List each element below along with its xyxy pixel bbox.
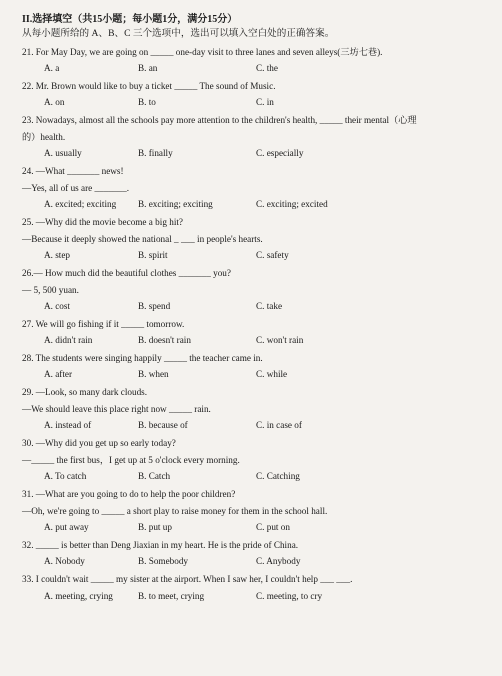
option-b[interactable]: B. to [138, 96, 156, 107]
option-c[interactable]: C. meeting, to cry [256, 590, 323, 601]
question-item [22, 47, 488, 74]
question-item [22, 387, 488, 431]
question-line: 23. Nowadays, almost all the schools pay more attention to the children's health, _____ their mental（心理 [22, 114, 417, 125]
question-item [22, 438, 488, 482]
question-item [22, 166, 488, 210]
question-line: —Because it deeply showed the national _ ___ in people's hearts. [22, 233, 263, 244]
question-item [22, 115, 488, 159]
question-line: 26.— How much did the beautiful clothes _______ you? [22, 267, 231, 278]
question-line: —Oh, we're going to _____ a short play to raise money for them in the school hall. [22, 506, 328, 517]
option-a[interactable]: A. excited; exciting [44, 198, 117, 209]
option-a[interactable]: A. didn't rain [44, 335, 93, 346]
option-a[interactable]: A. put away [44, 522, 89, 533]
option-b[interactable]: B. when [138, 369, 169, 380]
question-line: 21. For May Day, we are going on _____ one-day visit to three lanes and seven alleys(三坊七巷). [22, 46, 383, 57]
option-row [22, 199, 488, 210]
option-c[interactable]: C. put on [256, 522, 290, 533]
option-c[interactable]: C. in case of [256, 420, 302, 431]
option-c[interactable]: C. won't rain [256, 335, 304, 346]
question-line: 33. I couldn't wait _____ my sister at the airport. When I saw her, I couldn't help ___ ___. [22, 574, 353, 585]
option-a[interactable]: A. cost [44, 300, 71, 311]
option-b[interactable]: B. because of [138, 420, 188, 431]
option-row [22, 97, 488, 108]
question-line: 28. The students were singing happily _____ the teacher came in. [22, 353, 263, 364]
option-c[interactable]: C. take [256, 300, 283, 311]
question-line: 25. —Why did the movie become a big hit? [22, 216, 183, 227]
question-item [22, 540, 488, 567]
option-row [22, 591, 488, 602]
option-b[interactable]: B. finally [138, 147, 173, 158]
option-a[interactable]: A. step [44, 249, 71, 260]
section-title: II.选择填空（共15小题；每小题1分，满分15分） [22, 14, 238, 25]
question-item [22, 574, 488, 601]
question-line: 24. —What _______ news! [22, 165, 124, 176]
option-a[interactable]: A. usually [44, 147, 82, 158]
option-b[interactable]: B. Somebody [138, 556, 189, 567]
option-b[interactable]: B. put up [138, 522, 172, 533]
option-c[interactable]: C. safety [256, 249, 289, 260]
question-item [22, 489, 488, 533]
option-a[interactable]: A. Nobody [44, 556, 85, 567]
option-a[interactable]: A. on [44, 96, 65, 107]
option-c[interactable]: C. the [256, 62, 278, 73]
option-c[interactable]: C. while [256, 369, 288, 380]
option-b[interactable]: B. Catch [138, 471, 171, 482]
option-b[interactable]: B. doesn't rain [138, 335, 191, 346]
option-a[interactable]: A. after [44, 369, 73, 380]
question-item [22, 81, 488, 108]
option-row [22, 522, 488, 533]
option-b[interactable]: B. to meet, crying [138, 590, 205, 601]
question-line: —Yes, all of us are _______. [22, 182, 130, 193]
question-line: 31. —What are you going to do to help the poor children? [22, 489, 236, 500]
option-row [22, 335, 488, 346]
option-c[interactable]: C. exciting; excited [256, 198, 328, 209]
question-line: 32. _____ is better than Deng Jiaxian in my heart. He is the pride of China. [22, 540, 299, 551]
option-row [22, 556, 488, 567]
option-a[interactable]: A. a [44, 62, 60, 73]
option-row [22, 301, 488, 312]
question-line: 29. —Look, so many dark clouds. [22, 387, 148, 398]
question-line: 27. We will go fishing if it _____ tomorrow. [22, 319, 185, 329]
option-row [22, 471, 488, 482]
option-row [22, 420, 488, 431]
option-a[interactable]: A. instead of [44, 420, 92, 431]
option-a[interactable]: A. To catch [44, 471, 87, 482]
question-line: —_____ the first bus，I get up at 5 o'clock every morning. [22, 455, 240, 466]
question-item [22, 353, 488, 380]
option-c[interactable]: C. in [256, 96, 274, 107]
question-line: 的）health. [22, 131, 66, 142]
section-instruction: 从每小题所给的 A、B、C 三个选项中，选出可以填入空白处的正确答案。 [22, 28, 335, 39]
option-a[interactable]: A. meeting, crying [44, 590, 113, 601]
question-item [22, 268, 488, 312]
option-row [22, 369, 488, 380]
option-c[interactable]: C. especially [256, 147, 304, 158]
question-list [22, 47, 488, 602]
option-b[interactable]: B. spirit [138, 249, 168, 260]
question-line: 30. —Why did you get up so early today? [22, 438, 176, 449]
question-line: 22. Mr. Brown would like to buy a ticket _____ The sound of Music. [22, 80, 276, 91]
option-row [22, 63, 488, 74]
option-row [22, 148, 488, 159]
option-b[interactable]: B. an [138, 62, 158, 73]
question-item [22, 217, 488, 261]
option-row [22, 250, 488, 261]
option-b[interactable]: B. exciting; exciting [138, 198, 213, 209]
question-line: —We should leave this place right now _____ rain. [22, 404, 211, 415]
option-c[interactable]: C. Anybody [256, 556, 301, 567]
question-item [22, 319, 488, 346]
question-line: — 5, 500 yuan. [22, 284, 79, 295]
option-b[interactable]: B. spend [138, 300, 171, 311]
option-c[interactable]: C. Catching [256, 471, 300, 482]
